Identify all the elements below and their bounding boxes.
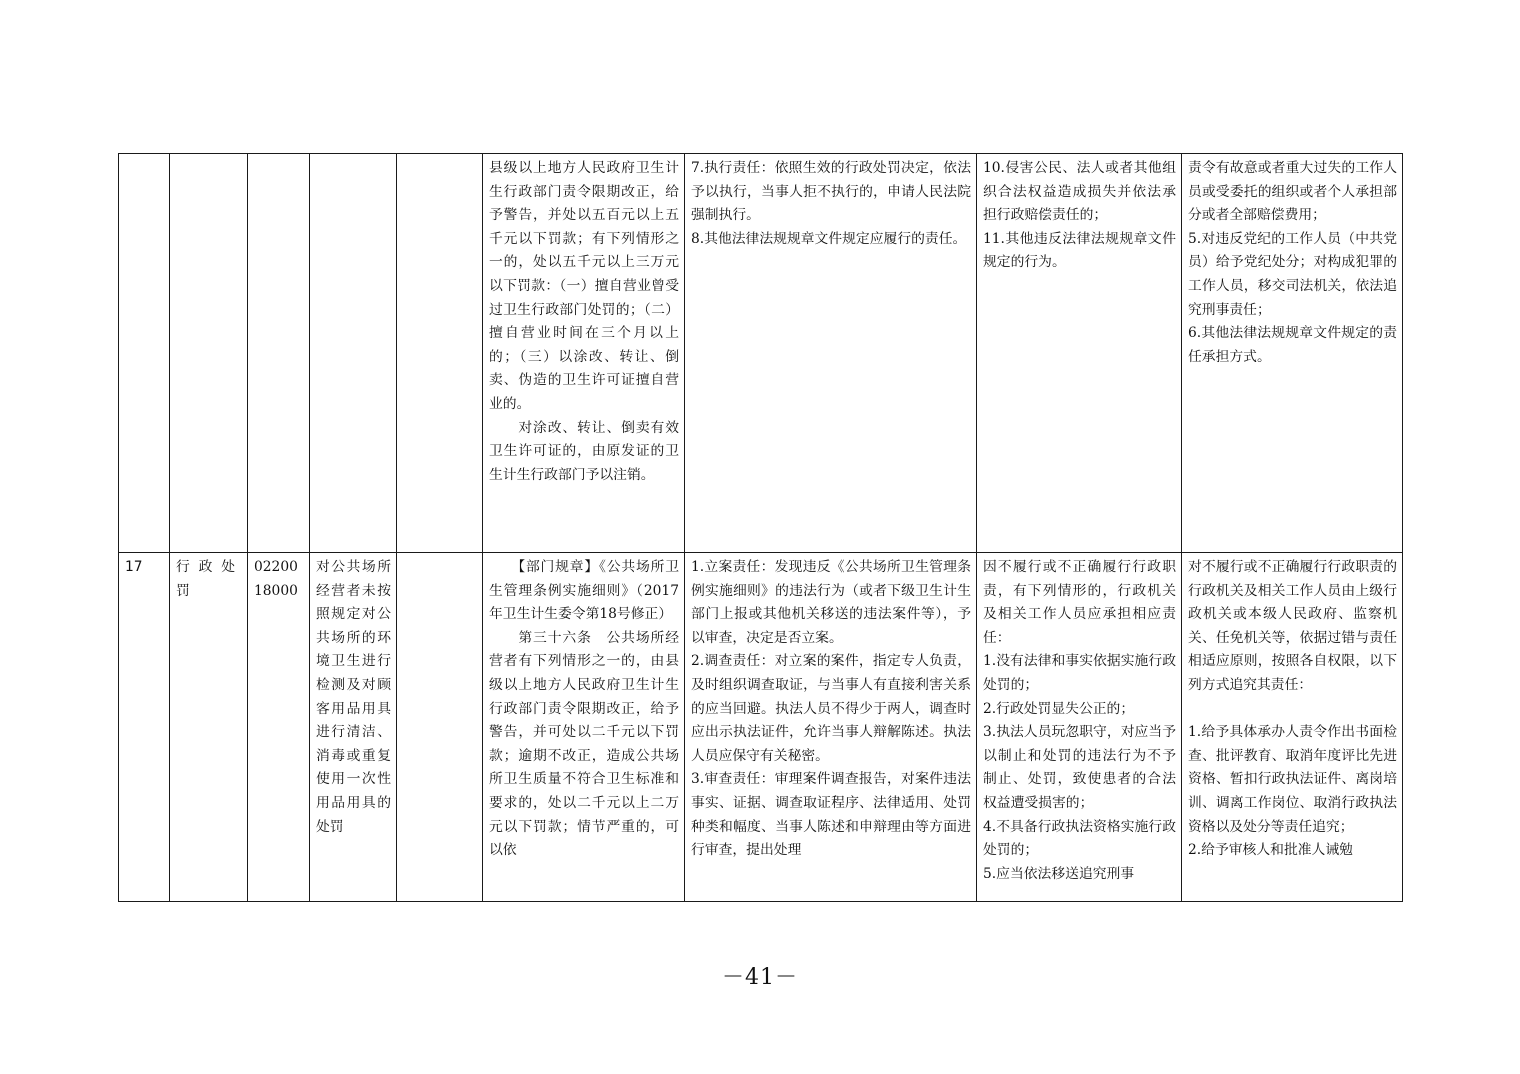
liability-cell	[977, 154, 1182, 553]
page-number: －41－	[722, 965, 798, 990]
responsibility-table	[118, 153, 1403, 902]
legal-basis-cell	[483, 553, 685, 902]
power-code: 0220018000	[254, 559, 298, 599]
liability-cell	[977, 553, 1182, 902]
duties-cell	[685, 553, 977, 902]
liability-situations: 10.侵害公民、法人或者其他组织合法权益造成损失并依法承担行政赔偿责任的； 11.其他违反法律法规规章文件规定的行为。	[983, 160, 1176, 271]
duties-cell	[685, 154, 977, 553]
table-row	[119, 154, 1403, 553]
item-name-cell	[310, 154, 397, 553]
power-code-cell	[248, 154, 310, 553]
legal-basis: 【部门规章】《公共场所卫生管理条例实施细则》（2017年卫生计生委令第18号修正） 第三十六条 公共场所经营者有下列情形之一的，由县级以上地方人民政府卫生计生行政部门责令限期改正，给予警告，并可处以二千元以下罚款；逾期不改正，造成公共场所卫生质量不符合卫生标准和要求的，处以二千元以上二万元以下罚款；情节严重的，可以依	[489, 559, 679, 859]
power-type-cell	[170, 154, 248, 553]
item-name-cell	[310, 553, 397, 902]
accountability-cell	[1182, 154, 1403, 553]
accountability-methods: 责令有故意或者重大过失的工作人员或受委托的组织或者个人承担部分或者全部赔偿费用； 5.对违反党纪的工作人员（中共党员）给予党纪处分；对构成犯罪的工作人员，移交司法机关，依法追究刑事责任； 6.其他法律法规规章文件规定的责任承担方式。	[1188, 160, 1397, 365]
power-type: 行政处罚	[176, 559, 242, 599]
duties: 7.执行责任：依照生效的行政处罚决定，依法予以执行，当事人拒不执行的，申请人民法院强制执行。 8.其他法律法规规章文件规定应履行的责任。	[691, 160, 971, 247]
power-type-cell	[170, 553, 248, 902]
accountability-methods: 对不履行或不正确履行行政职责的行政机关及相关工作人员由上级行政机关或本级人民政府、监察机关、任免机关等，依据过错与责任相适应原则，按照各自权限，以下列方式追究其责任： 1.给予具体承办人责令作出书面检查、批评教育、取消年度评比先进资格、暂扣行政执法证件、离岗培训、调离工作岗位、取消行政执法资格以及处分等责任追究； 2.给予审核人和批准人诫勉	[1188, 559, 1397, 859]
power-code-cell	[248, 553, 310, 902]
row-number: 17	[125, 559, 143, 575]
accountability-cell	[1182, 553, 1403, 902]
legal-basis: 县级以上地方人民政府卫生计生行政部门责令限期改正，给予警告，并处以五百元以上五千元以下罚款；有下列情形之一的，处以五千元以上三万元以下罚款：（一）擅自营业曾受过卫生行政部门处罚的；（二）擅自营业时间在三个月以上的；（三）以涂改、转让、倒卖、伪造的卫生许可证擅自营业的。 对涂改、转让、倒卖有效卫生许可证的，由原发证的卫生计生行政部门予以注销。	[489, 160, 679, 483]
item-name: 对公共场所经营者未按照规定对公共场所的环境卫生进行检测及对顾客用品用具进行清洁、消毒或重复使用一次性用品用具的处罚	[316, 559, 391, 835]
legal-basis-cell	[483, 154, 685, 553]
row-number-cell	[119, 154, 170, 553]
table-row	[119, 553, 1403, 902]
sub-item-cell	[397, 553, 483, 902]
sub-item-cell	[397, 154, 483, 553]
duties: 1.立案责任：发现违反《公共场所卫生管理条例实施细则》的违法行为（或者下级卫生计生部门上报或其他机关移送的违法案件等），予以审查，决定是否立案。 2.调查责任：对立案的案件，指定专人负责，及时组织调查取证，与当事人有直接利害关系的应当回避。执法人员不得少于两人，调查时应出示执法证件，允许当事人辩解陈述。执法人员应保守有关秘密。 3.审查责任：审理案件调查报告，对案件违法事实、证据、调查取证程序、法律适用、处罚种类和幅度、当事人陈述和申辩理由等方面进行审查，提出处理	[691, 559, 971, 859]
liability-situations: 因不履行或不正确履行行政职责，有下列情形的，行政机关及相关工作人员应承担相应责任： 1.没有法律和事实依据实施行政处罚的； 2.行政处罚显失公正的； 3.执法人员玩忽职守，对应当予以制止和处罚的违法行为不予制止、处罚，致使患者的合法权益遭受损害的； 4.不具备行政执法资格实施行政处罚的； 5.应当依法移送追究刑事	[983, 559, 1176, 882]
row-number-cell	[119, 553, 170, 902]
